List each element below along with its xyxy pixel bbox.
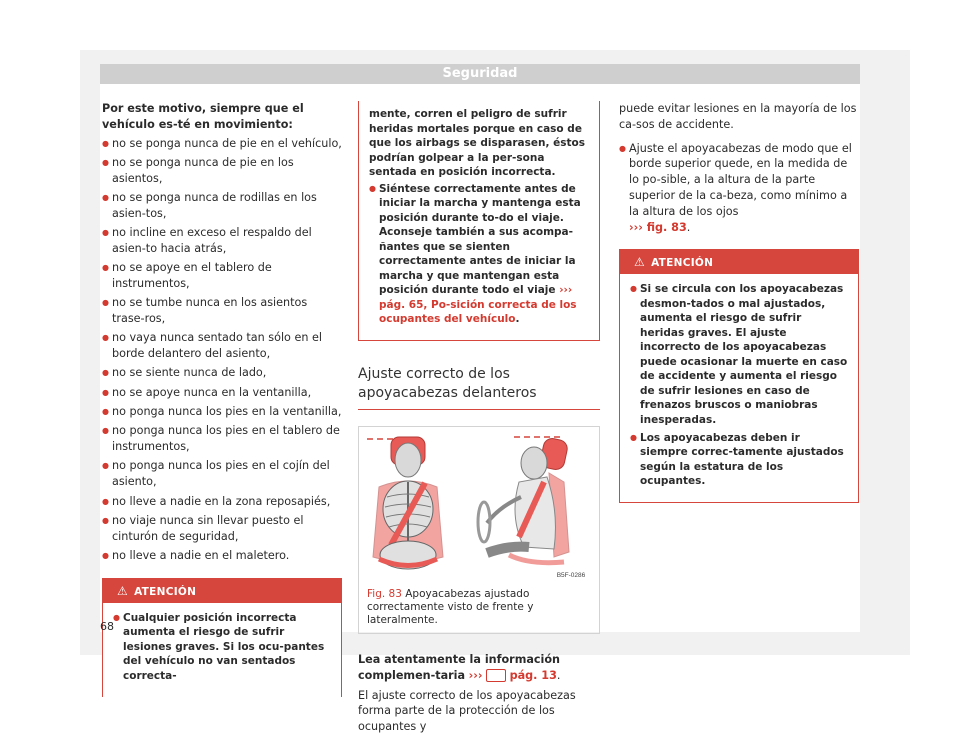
warning-bullet-text: Siéntese correctamente antes de iniciar la marcha y mantenga esta posición durante to-do el viaje. Aconseje también a sus acompa-ñantes que se sienten correctamente antes de iniciar la marcha y que mantengan esta posición durante todo el viaje: [379, 182, 581, 296]
section-title: Ajuste correcto de los apoyacabezas delanteros: [358, 365, 600, 410]
list-item: ● no se ponga nunca de pie en los asientos,: [102, 155, 342, 187]
figure-code: B5F-0286: [556, 572, 586, 579]
page-link[interactable]: pág. 13: [509, 668, 557, 682]
list-item: ● no ponga nunca los pies en el tablero de instrumentos,: [102, 423, 342, 455]
figure-caption-text: Apoyacabezas ajustado correctamente visto de frente y lateralmente.: [367, 588, 534, 626]
list-item: ● no vaya nunca sentado tan sólo en el borde delantero del asiento,: [102, 330, 342, 362]
book-icon: [486, 669, 506, 682]
list-item: ● no viaje nunca sin llevar puesto el cinturón de seguridad,: [102, 513, 342, 545]
warning-text: mente, corren el peligro de sufrir heridas mortales porque en caso de que los airbags se disparasen, éstos podrían golpear a la per-sona sentada en posición incorrecta.: [369, 108, 585, 178]
read-notice: [358, 652, 600, 684]
column-right: [619, 101, 859, 503]
warning-header: [620, 250, 858, 274]
list-item: [619, 141, 859, 236]
warning-bullet: ● Si se circula con los apoyacabezas desmon-tados o mal ajustados, aumenta el riesgo de sufrir heridas graves. El ajuste incorrecto de los apoyacabezas puede ocasionar la muerte en caso de accidente y aumenta el riesgo de sufrir lesiones en caso de frenazos bruscos o maniobras inesperadas.: [630, 282, 848, 427]
warning-bullet: [369, 182, 589, 327]
list-item: ● no ponga nunca los pies en la ventanilla,: [102, 404, 342, 420]
warning-body: [620, 274, 858, 502]
warning-title: ATENCIÓN: [651, 257, 714, 270]
list-item: ● no lleve a nadie en la zona reposapiés,: [102, 494, 342, 510]
warning-triangle-icon: ⚠: [117, 583, 129, 598]
list-item-text: Ajuste el apoyacabezas de modo que el borde superior quede, en la medida de lo po-sible, a la altura de la parte superior de la ca-beza, como mínimo a la altura de los ojos: [629, 141, 852, 218]
warning-triangle-icon: ⚠: [634, 255, 646, 270]
read-notice-text: Lea atentamente la información complemen-taria: [358, 653, 561, 682]
list-item: ● no ponga nunca los pies en el cojín del asiento,: [102, 458, 342, 490]
read-arrows: ›››: [468, 668, 483, 682]
list-item: ● no se tumbe nunca en los asientos trase-ros,: [102, 295, 342, 327]
list-item: ● no lleve a nadie en el maletero.: [102, 548, 342, 564]
list-item: ● no se apoye nunca en la ventanilla,: [102, 385, 342, 401]
headrest-illustration: [359, 427, 599, 582]
prohibition-list: [102, 136, 342, 564]
period: .: [515, 313, 520, 325]
warning-title: ATENCIÓN: [134, 585, 197, 598]
warning-box: [102, 578, 342, 697]
column-middle: [358, 101, 600, 735]
page-link[interactable]: ››› pág. 65, Po-sición correcta de los ocupantes del vehículo: [379, 284, 577, 325]
figure-label: Fig. 83: [367, 588, 402, 600]
warning-bullet: ● Los apoyacabezas deben ir siempre correc-tamente ajustados según la estatura de los ocupantes.: [630, 431, 848, 489]
list-item: ● no se apoye en el tablero de instrumentos,: [102, 260, 342, 292]
list-item: ● no se ponga nunca de rodillas en los asien-tos,: [102, 190, 342, 222]
period: .: [686, 220, 691, 234]
warning-header: [103, 579, 341, 603]
paragraph: El ajuste correcto de los apoyacabezas forma parte de la protección de los ocupantes y: [358, 688, 576, 734]
warning-text: ● Cualquier posición incorrecta aumenta el riesgo de sufrir lesiones graves. Si los ocu-pantes del vehículo no van sentados correcta-: [113, 611, 331, 684]
column-left: [102, 101, 342, 697]
paragraph: puede evitar lesiones en la mayoría de los ca-sos de accidente.: [619, 102, 857, 131]
warning-body: [359, 101, 599, 340]
intro-text: Por este motivo, siempre que el vehículo es-té en movimiento:: [102, 102, 304, 131]
warning-body: [103, 603, 341, 697]
page-number: 68: [100, 620, 114, 633]
list-item: ● no se siente nunca de lado,: [102, 365, 342, 381]
period: .: [556, 668, 561, 682]
figure-caption: [359, 582, 599, 633]
warning-box-continued: [358, 101, 600, 341]
list-item: ● no se ponga nunca de pie en el vehículo,: [102, 136, 342, 152]
warning-box: [619, 249, 859, 503]
figure-link[interactable]: ››› fig. 83: [629, 220, 687, 234]
figure-83: [358, 426, 600, 634]
section-header: Seguridad: [100, 64, 860, 84]
list-item: ● no incline en exceso el respaldo del asien-to hacia atrás,: [102, 225, 342, 257]
